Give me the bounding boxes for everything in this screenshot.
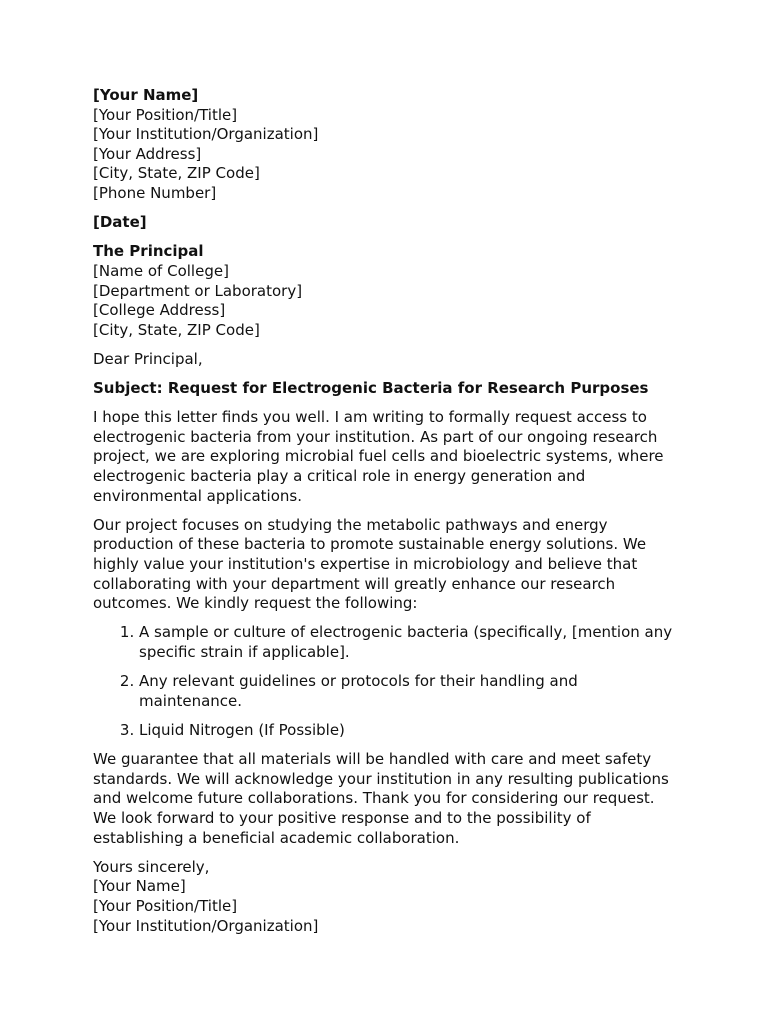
request-list [93,623,678,740]
sender-institution: [Your Institution/Organization] [93,125,319,144]
sender-address: [Your Address] [93,144,202,163]
closing-block [93,858,678,936]
sender-phone: [Phone Number] [93,183,217,202]
recipient-block [93,242,678,340]
recipient-title: The Principal [93,242,204,261]
request-list-item: 3. Liquid Nitrogen (If Possible) [139,721,678,741]
body-paragraph-3: We guarantee that all materials will be handled with care and meet safety standards. We will acknowledge your institution in any resulting publications and welcome future collaborations. Thank you for considering our request. We look forward to your positive response and to the possibility of establishing a beneficial academic collaboration. [93,750,669,847]
sender-city-state-zip: [City, State, ZIP Code] [93,164,260,183]
sender-name: [Your Name] [93,86,199,104]
closing-institution: [Your Institution/Organization] [93,916,319,935]
recipient-department: [Department or Laboratory] [93,281,303,300]
closing-name: [Your Name] [93,877,186,896]
date-block [93,213,678,233]
sender-block [93,86,678,204]
body-paragraph-1: I hope this letter finds you well. I am writing to formally request access to electrogenic bacteria from your institution. As part of our ongoing research project, we are exploring microbial fuel cells and bioelectric systems, where electrogenic bacteria play a critical role in energy generation and environmental applications. [93,408,664,505]
request-list-item: 1. A sample or culture of electrogenic bacteria (specifically, [mention any specific strain if applicable]. [139,623,678,662]
body-paragraph-2: Our project focuses on studying the metabolic pathways and energy production of these bacteria to promote sustainable energy solutions. We highly value your institution's expertise in microbiology and believe that collaborating with your department will greatly enhance our research outcomes. We kindly request the following: [93,515,647,613]
recipient-city-state-zip: [City, State, ZIP Code] [93,320,260,339]
request-list-item: 2. Any relevant guidelines or protocols for their handling and maintenance. [139,672,678,711]
salutation: Dear Principal, [93,349,203,368]
closing-position: [Your Position/Title] [93,896,238,915]
letter-date: [Date] [93,213,147,232]
recipient-college: [Name of College] [93,261,229,280]
recipient-address: [College Address] [93,301,226,320]
sender-position: [Your Position/Title] [93,105,238,124]
subject-line: Subject: Request for Electrogenic Bacteria for Research Purposes [93,379,649,398]
closing-valediction: Yours sincerely, [93,857,210,876]
